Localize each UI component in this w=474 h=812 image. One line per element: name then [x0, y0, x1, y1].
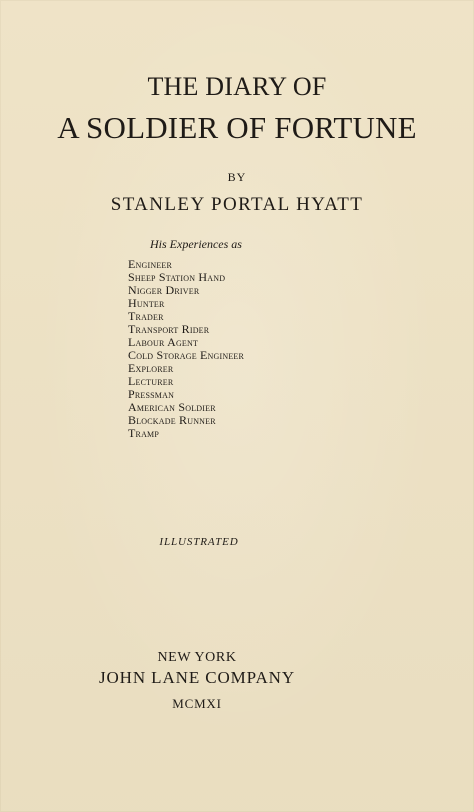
imprint-year: MCMXI	[172, 696, 222, 711]
experience-item: Sheep Station Hand	[128, 270, 226, 284]
imprint-publisher: JOHN LANE COMPANY	[98, 668, 296, 687]
experience-item: Nigger Driver	[128, 283, 200, 297]
experience-item: Labour Agent	[128, 335, 199, 349]
experience-item: Engineer	[128, 257, 173, 271]
experience-item: American Soldier	[128, 400, 216, 414]
author-name: STANLEY PORTAL HYATT	[110, 194, 364, 215]
experiences-list	[128, 258, 244, 440]
book-title-line-2: A SOLDIER OF FORTUNE	[57, 110, 417, 145]
experience-item: Cold Storage Engineer	[128, 348, 245, 362]
imprint-place: NEW YORK	[157, 650, 237, 665]
experience-item: Transport Rider	[128, 322, 210, 336]
experience-item: Pressman	[128, 387, 175, 401]
illustrated-label: ILLUSTRATED	[159, 536, 239, 548]
experiences-heading: His Experiences as	[150, 237, 242, 251]
book-title-line-1: THE DIARY OF	[147, 72, 327, 101]
experience-item: Blockade Runner	[128, 413, 216, 427]
experience-item: Trader	[128, 309, 164, 323]
experience-item: Tramp	[128, 426, 160, 440]
by-label: BY	[227, 170, 247, 184]
experience-item: Hunter	[128, 296, 165, 310]
experience-item: Lecturer	[128, 374, 174, 388]
experience-item: Explorer	[128, 361, 174, 375]
